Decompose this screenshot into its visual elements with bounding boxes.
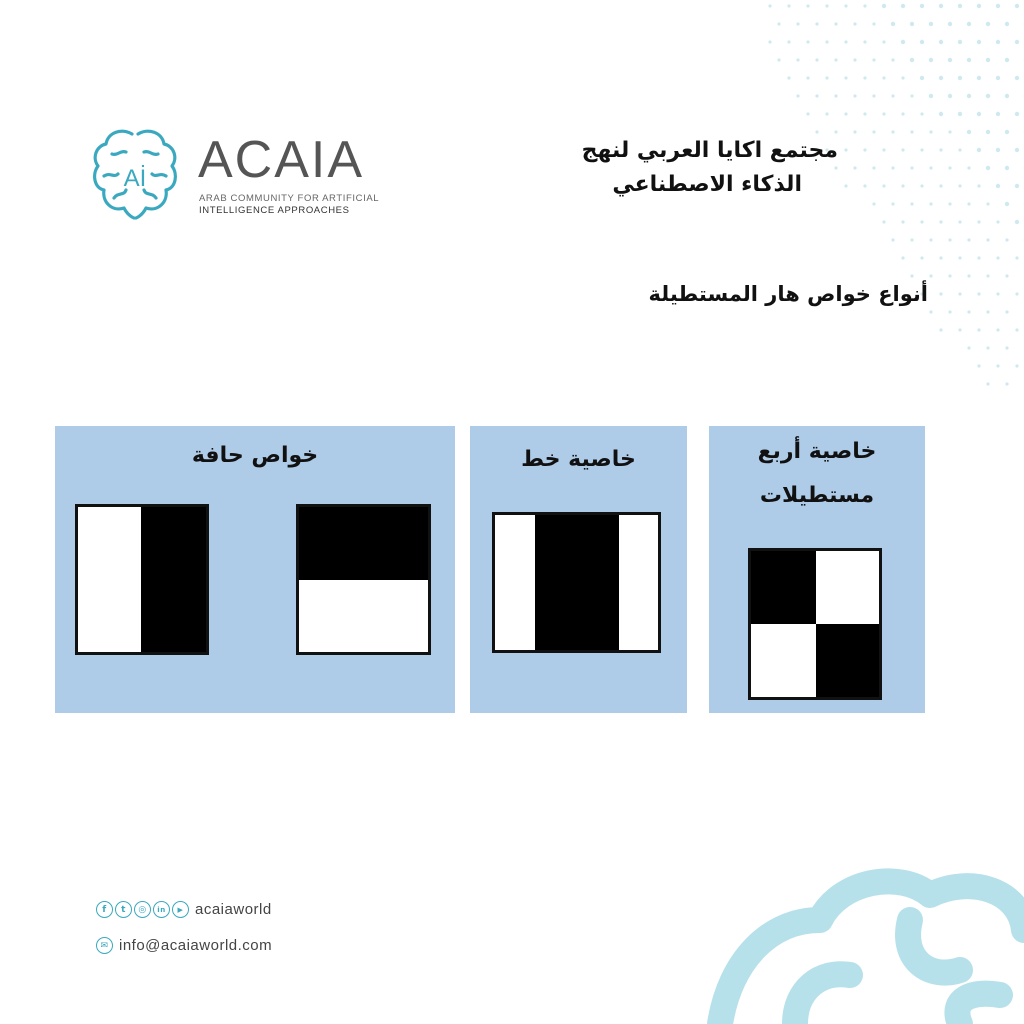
decor-dot [920,112,923,115]
decor-dot [1005,94,1009,98]
decor-dot [882,184,885,187]
decor-dot [986,346,989,349]
decor-dot [844,40,847,43]
decor-dot [977,292,980,295]
decor-dot [796,22,799,25]
decor-dot [986,310,989,313]
decor-dot [863,148,866,151]
decor-dot [1015,364,1018,367]
feature-black-region [299,507,428,580]
decor-dot [1015,292,1018,295]
decor-dot [1005,274,1008,277]
decor-dot [996,328,999,331]
decor-dot [929,166,932,169]
decor-dot [920,184,923,187]
decor-dot [996,184,1000,188]
decor-dot [939,256,942,259]
feature-black-region [816,624,879,697]
line-feature-title: خاصية خط [521,447,636,472]
decor-dot [891,94,894,97]
logo-icon-letters: Aİ [123,165,147,192]
decor-dot [929,310,932,313]
decor-dot [929,130,932,133]
edge-features-title: خواص حافة [191,443,319,468]
decor-dot [958,148,961,151]
decor-dot [863,184,866,187]
decor-dot [882,40,885,43]
decor-dot [853,22,856,25]
header-title [582,134,838,202]
header-line1: مجتمع اكايا العربي لنهج [581,138,838,163]
decor-dot [986,166,990,170]
decor-dot [882,220,885,223]
brain-logo-icon [92,126,178,222]
decor-dot [939,4,943,8]
decor-dot [844,112,847,115]
decor-dot [863,76,866,79]
decor-dot [891,238,894,241]
decor-dot [1005,238,1008,241]
brain-decoration [700,850,1024,1024]
logo-wordmark: ACAIA [198,131,365,189]
decor-dot [1015,4,1019,8]
decor-dot [787,40,790,43]
decor-dot [977,328,980,331]
decor-dot [939,76,943,80]
edge-feature-horizontal [296,504,431,655]
decor-dot [977,112,981,116]
decor-dot [986,130,990,134]
decor-dot [844,184,847,187]
decor-dot [825,76,828,79]
decor-dot [996,256,999,259]
decor-dot [986,94,990,98]
decor-dot [977,256,980,259]
decor-dot [815,58,818,61]
decor-dot [1015,112,1019,116]
linkedin-icon[interactable]: in [153,901,170,918]
four-rect-feature [748,548,882,700]
decor-dot [977,184,980,187]
decor-dot [815,94,818,97]
decor-dot [948,310,951,313]
decor-dot [939,220,942,223]
decor-dot [958,328,961,331]
decor-dot [996,112,1000,116]
facebook-icon[interactable]: f [96,901,113,918]
decor-dot [853,58,856,61]
decor-dot [901,112,904,115]
decor-dot [834,22,837,25]
decor-dot [910,166,913,169]
decor-dot [853,166,856,169]
decor-dot [1005,130,1009,134]
line-feature [492,512,661,653]
decor-dot [967,22,971,26]
decor-dot [1005,58,1009,62]
decor-dot [910,94,913,97]
decor-dot [1015,328,1018,331]
decor-dot [872,58,875,61]
four-rect-title-line1: خاصية أربع [757,439,877,464]
decor-dot [996,76,1000,80]
decor-dot [1015,184,1019,188]
decor-dot [967,310,970,313]
youtube-icon[interactable]: ▶ [172,901,189,918]
decor-dot [1005,346,1008,349]
decor-dot [901,76,904,79]
decor-dot [939,292,942,295]
decor-dot [948,94,952,98]
decor-dot [986,382,989,385]
decor-dot [863,112,866,115]
decor-dot [929,202,932,205]
email-icon: ✉ [96,937,113,954]
decor-dot [901,256,904,259]
decor-dot [958,184,961,187]
decor-dot [1005,310,1008,313]
decor-dot [939,148,942,151]
decor-dot [768,4,771,7]
four-rect-title-line2: مستطيلات [759,483,875,508]
decor-dot [996,40,1000,44]
decor-dot [948,202,951,205]
decor-dot [929,22,933,26]
feature-black-region [535,515,619,650]
decor-dot [948,130,951,133]
feature-black-region [751,551,816,624]
decor-dot [1015,76,1019,80]
decor-dot [996,220,999,223]
decor-dot [844,4,847,7]
decor-dot [872,130,875,133]
decor-dot [882,4,886,8]
edge-features-panel [55,426,455,713]
decor-dot [1015,220,1019,224]
decor-dot [948,166,951,169]
decor-dot [939,328,942,331]
decor-dot [977,148,981,152]
header-line2: الذكاء الاصطناعي [612,172,802,197]
decor-dot [920,76,924,80]
decor-dot [844,76,847,79]
decor-dot [958,220,961,223]
decor-dot [958,76,962,80]
decor-dot [901,148,904,151]
decor-dot [939,40,943,44]
decor-dot [929,58,933,62]
four-rect-feature-panel [709,426,925,713]
social-handle[interactable]: acaiaworld [195,901,272,918]
decor-dot [977,40,981,44]
decor-dot [815,22,818,25]
decor-dot [768,40,771,43]
decor-dot [825,112,828,115]
decor-dot [929,238,932,241]
decor-dot [967,274,970,277]
decor-dot [910,22,914,26]
decor-dot [1015,148,1019,152]
feature-black-region [141,507,206,652]
instagram-icon[interactable]: ◎ [134,901,151,918]
decor-dot [1005,22,1009,26]
decor-dot [901,184,904,187]
decor-dot [986,58,990,62]
decor-dot [863,40,866,43]
decor-dot [958,40,962,44]
decor-dot [910,130,913,133]
decor-dot [948,274,951,277]
decor-dot [929,94,933,98]
decor-dot [891,22,895,26]
decor-dot [825,40,828,43]
decor-dot [844,148,847,151]
email-address[interactable]: info@acaiaworld.com [119,937,273,954]
decor-dot [834,58,837,61]
decor-dot [901,4,905,8]
decor-dot [986,274,989,277]
decor-dot [806,40,809,43]
decor-dot [796,58,799,61]
decor-dot [920,4,924,8]
decor-dot [882,148,885,151]
decor-dot [920,256,923,259]
decor-dot [853,94,856,97]
decor-dot [920,40,924,44]
decor-dot [1005,166,1009,170]
decor-dot [1015,256,1018,259]
edge-feature-vertical [75,504,209,655]
decor-dot [977,4,981,8]
decor-dot [891,166,894,169]
section-title: أنواع خواص هار المستطيلة [648,282,928,306]
social-links [96,901,272,918]
decor-dot [996,4,1000,8]
decor-dot [787,4,790,7]
decor-dot [948,22,952,26]
decor-dot [777,22,780,25]
decor-dot [777,58,780,61]
decor-dot [967,58,971,62]
decor-dot [958,292,961,295]
decor-dot [967,130,971,134]
decor-dot [996,292,999,295]
decor-dot [863,4,866,7]
decor-dot [939,184,942,187]
decor-dot [967,166,970,169]
decor-dot [967,94,971,98]
decor-dot [806,4,809,7]
decor-dot [996,148,1000,152]
decor-dot [872,22,875,25]
decor-dot [948,238,951,241]
decor-dot [920,148,923,151]
decor-dot [967,346,970,349]
decor-dot [910,274,913,277]
decor-dot [882,112,885,115]
decor-dot [929,274,932,277]
twitter-icon[interactable]: t [115,901,132,918]
decor-dot [853,130,856,133]
decor-dot [901,220,904,223]
decor-dot [920,220,923,223]
decor-dot [806,76,809,79]
logo-tagline-line2: INTELLIGENCE APPROACHES [199,205,350,216]
decor-dot [787,76,790,79]
decor-dot [948,58,952,62]
decor-dot [825,4,828,7]
decor-dot [1005,202,1009,206]
decor-dot [901,40,905,44]
decor-dot [891,130,894,133]
logo-tagline-line1: ARAB COMMUNITY FOR ARTIFICIAL [199,193,380,204]
decor-dot [910,238,913,241]
decor-dot [986,202,989,205]
decor-dot [939,112,943,116]
decor-dot [882,76,885,79]
decor-dot [806,112,809,115]
decor-dot [977,220,980,223]
decor-dot [977,76,981,80]
decor-dot [958,4,962,8]
decor-dot [967,202,970,205]
decor-dot [910,58,914,62]
decor-dot [1005,382,1008,385]
line-feature-panel [470,426,687,713]
decor-dot [891,58,894,61]
decor-dot [986,22,990,26]
decor-dot [834,94,837,97]
decor-dot [910,202,913,205]
decor-dot [977,364,980,367]
decor-dot [872,202,875,205]
decor-dot [996,364,999,367]
decor-dot [872,94,875,97]
decor-dot [891,202,894,205]
decor-dot [967,238,970,241]
decor-dot [986,238,989,241]
decor-dot [958,256,961,259]
decor-dot [872,166,875,169]
decor-dot [958,112,962,116]
decor-dot [1015,40,1019,44]
email-contact [96,937,272,954]
decor-dot [796,94,799,97]
